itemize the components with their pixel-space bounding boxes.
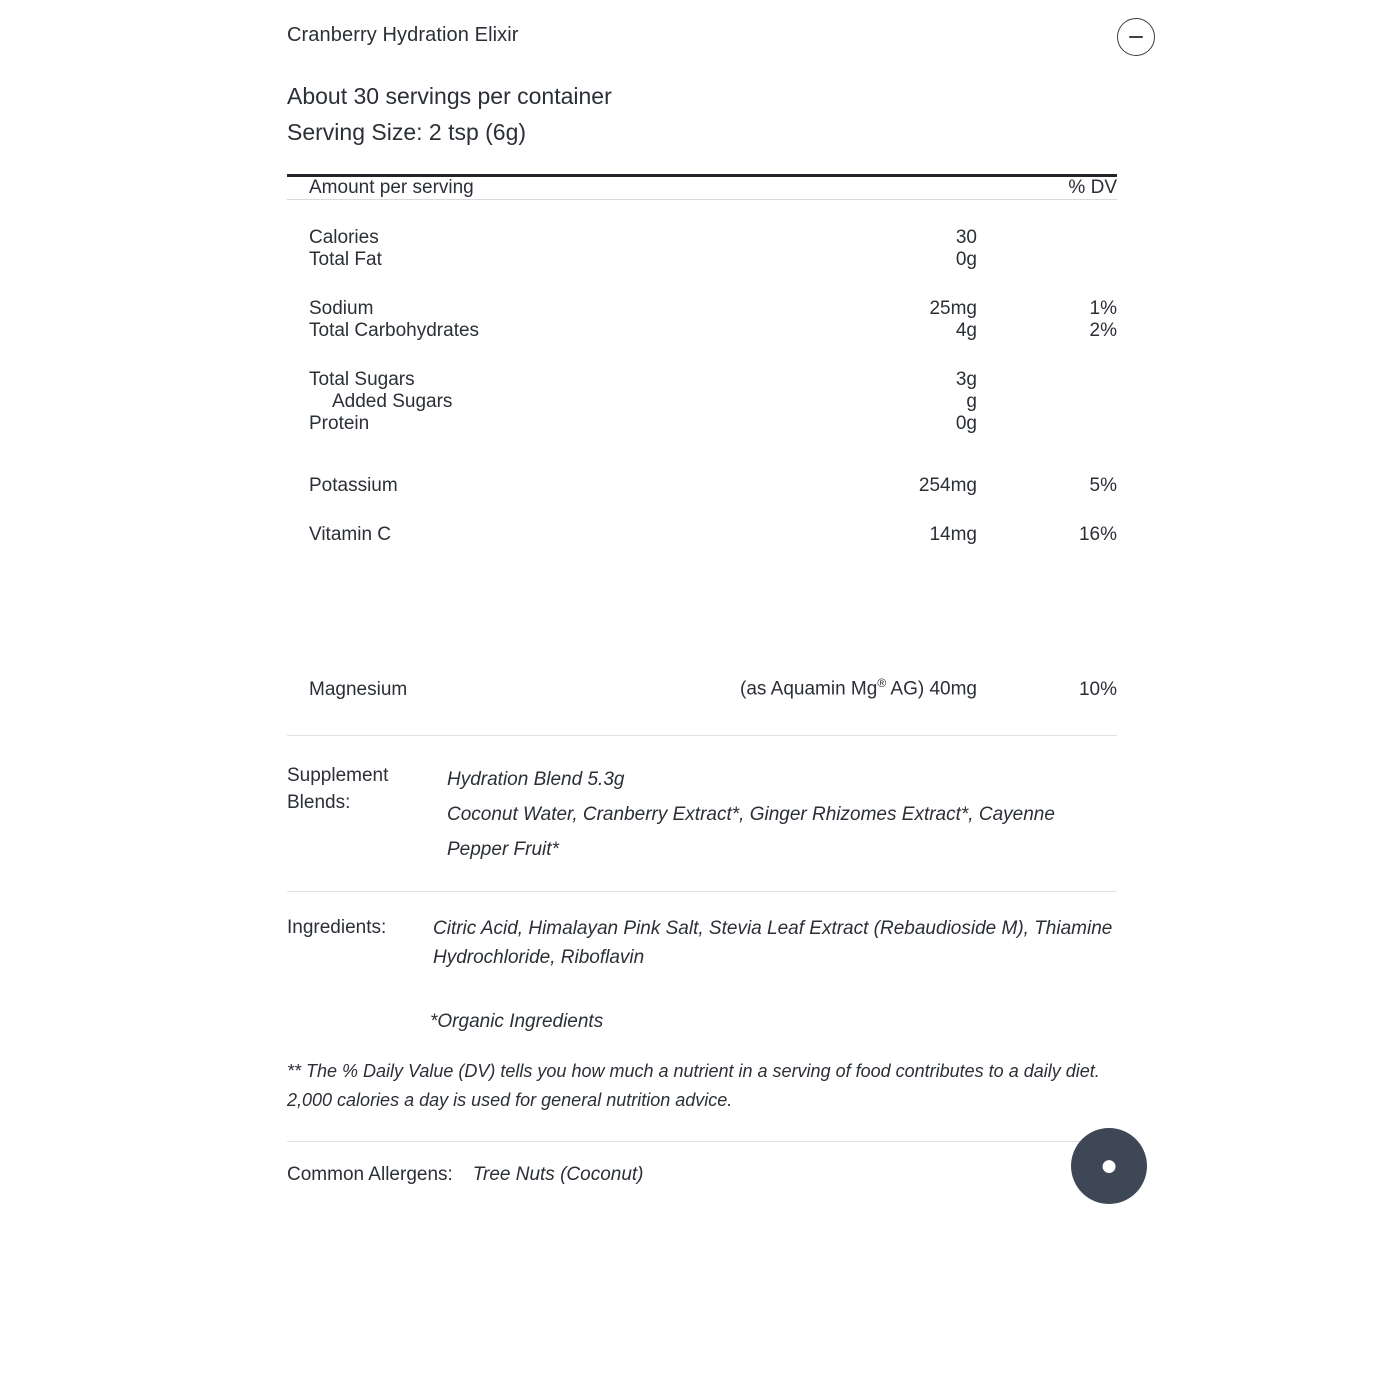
nutrient-name: Total Carbohydrates (309, 320, 480, 342)
nutrient-name: Vitamin C (309, 524, 392, 546)
nutrient-dv: 10% (1078, 678, 1117, 700)
nutrient-amount: 254mg (918, 475, 977, 497)
nutrient-dv (977, 249, 1117, 271)
header-percent-dv: % DV (1068, 177, 1117, 199)
ingredients-label: Ingredients: (287, 917, 387, 939)
minus-icon-bar (1129, 36, 1143, 38)
page-title: Cranberry Hydration Elixir (287, 24, 519, 46)
allergens-label: Common Allergens: (287, 1163, 453, 1185)
nutrient-amount: 0g (955, 413, 977, 435)
nutrient-dv: 2% (1089, 320, 1117, 342)
table-row (287, 413, 1117, 435)
daily-value-note: ** The % Daily Value (DV) tells you how much a nutrient in a serving of food contributes to a daily diet. 2,000 calories a day is used for general nutrition advice. (287, 1060, 1100, 1110)
nutrient-name: Total Fat (309, 249, 382, 271)
nutrient-dv: 16% (1078, 524, 1117, 546)
registered-mark-icon: ® (877, 676, 887, 691)
supplement-facts-panel (287, 0, 1117, 1186)
minus-circle-icon[interactable] (1117, 18, 1155, 56)
nutrient-amount: 0g (955, 249, 977, 271)
nutrient-name: Added Sugars (332, 391, 453, 413)
nutrient-dv: 5% (1089, 475, 1117, 497)
table-row (287, 271, 1117, 320)
blend-ingredients: Coconut Water, Cranberry Extract*, Ginger Rhizomes Extract*, Cayenne Pepper Fruit* (447, 803, 1055, 860)
header-spacer (707, 177, 977, 199)
nutrient-name: Calories (309, 227, 379, 249)
nutrient-amount (707, 546, 977, 700)
supplement-blends-section (287, 736, 1117, 891)
nutrient-name: Magnesium (309, 678, 408, 700)
table-row (287, 546, 1117, 700)
table-header-row (287, 177, 1117, 199)
allergens-value: Tree Nuts (Coconut) (472, 1163, 644, 1185)
nutrient-dv (977, 413, 1117, 435)
table-row (287, 497, 1117, 546)
nutrient-amount-post: AG) 40mg (886, 678, 977, 700)
blend-title: Hydration Blend 5.3g (447, 768, 625, 790)
servings-per-container: About 30 servings per container (287, 83, 612, 109)
nutrient-dv (977, 391, 1117, 413)
supplement-blends-body (433, 762, 1117, 867)
nutrient-amount: 30 (955, 227, 977, 249)
chat-bubble-glyph: ● (1099, 1148, 1119, 1182)
header-amount-per-serving: Amount per serving (309, 177, 474, 199)
allergens-section (287, 1142, 1117, 1186)
table-row (287, 320, 1117, 342)
nutrient-name: Sodium (309, 298, 374, 320)
nutrient-name: Protein (309, 413, 370, 435)
nutrition-table (287, 177, 1117, 700)
table-row (287, 391, 1117, 413)
nutrient-amount: g (966, 391, 977, 413)
table-row (287, 200, 1117, 250)
ingredients-body: Citric Acid, Himalayan Pink Salt, Stevia Leaf Extract (Rebaudioside M), Thiamine Hydrochloride, Riboflavin (433, 918, 1113, 969)
supplement-blends-label: Supplement Blends: (287, 764, 389, 814)
nutrient-amount-pre: (as Aquamin Mg (740, 678, 878, 700)
table-row (287, 342, 1117, 391)
nutrient-dv (977, 200, 1117, 250)
serving-size: Serving Size: 2 tsp (6g) (287, 118, 527, 145)
nutrient-amount: 14mg (929, 524, 977, 546)
nutrient-amount: 4g (955, 320, 977, 342)
table-row (287, 249, 1117, 271)
nutrient-name: Potassium (309, 475, 398, 497)
chat-bubble-icon[interactable] (1071, 1128, 1147, 1204)
organic-ingredients-note: *Organic Ingredients (430, 1010, 604, 1032)
nutrient-amount: 3g (955, 369, 977, 391)
nutrient-dv (977, 342, 1117, 391)
nutrient-amount: 25mg (929, 298, 977, 320)
ingredients-section (287, 892, 1117, 983)
nutrient-name: Total Sugars (309, 369, 415, 391)
nutrient-dv: 1% (1089, 298, 1117, 320)
table-row (287, 435, 1117, 497)
